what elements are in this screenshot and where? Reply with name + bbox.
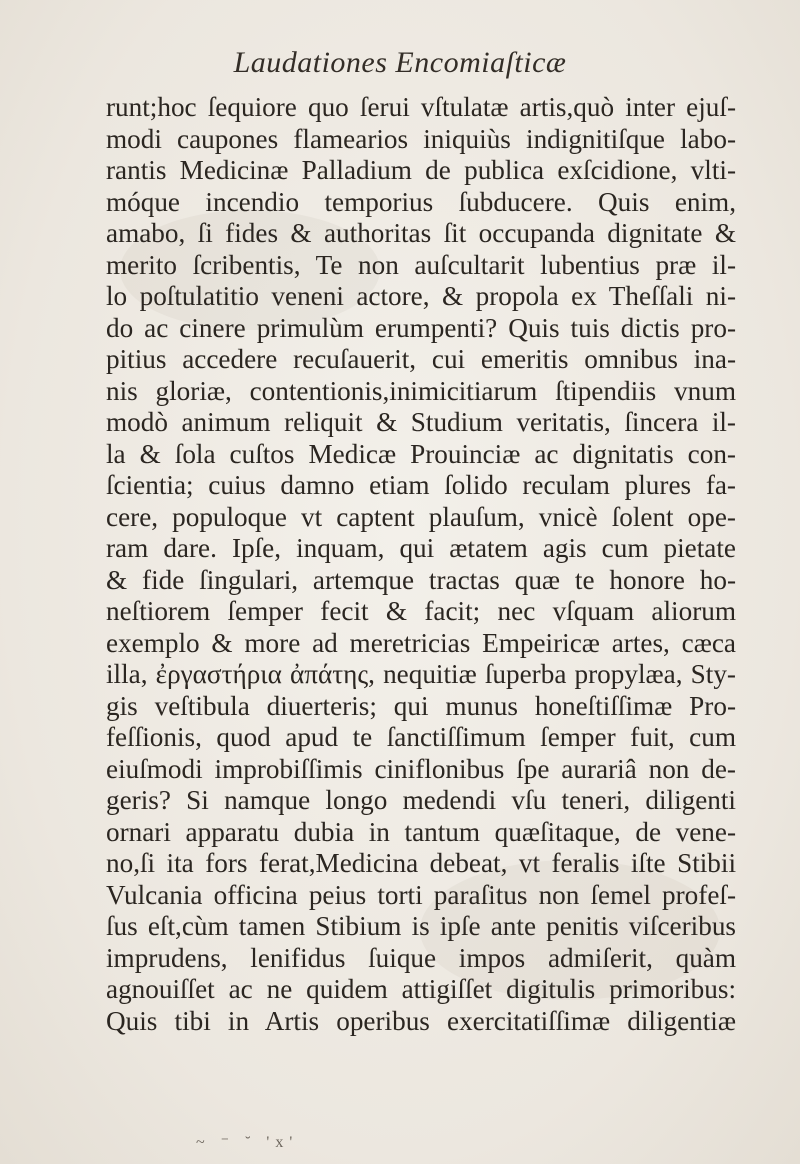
- text-line: merito ſcribentis, Te non auſcultarit lubentius præ il-: [106, 249, 736, 280]
- text-line: amabo, ſi fides & authoritas ſit occupanda dignitate &: [106, 218, 736, 248]
- text-line: no,ſi ita fors ferat,Medicina debeat, vt feralis iſte Stibii: [106, 848, 736, 878]
- text-line: & fide ſingulari, artemque tractas quæ te honore ho-: [106, 564, 736, 595]
- text-line: Vulcania officina peius torti paraſitus non ſemel profeſ-: [106, 879, 736, 910]
- text-line: feſſionis, quod apud te ſanctiſſimum ſemper fuit, cum: [106, 722, 736, 752]
- text-line: cere, populoque vt captent plauſum, vnicè ſolent ope-: [106, 501, 736, 532]
- text-line: ram dare. Ipſe, inquam, qui ætatem agis cum pietate: [106, 533, 736, 563]
- text-line: runt;hoc ſequiore quo ſerui vſtulatæ artis,quò inter ejuſ-: [106, 92, 736, 122]
- text-line: rantis Medicinæ Palladium de publica exſcidione, vlti-: [106, 155, 736, 185]
- text-line: móque incendio temporius ſubducere. Quis enim,: [106, 186, 736, 217]
- body-text: [106, 92, 736, 1037]
- text-line: exemplo & more ad meretricias Empeiricæ artes, cæca: [106, 627, 736, 658]
- text-line: agnouiſſet ac ne quidem attigiſſet digitulis primoribus:: [106, 974, 736, 1004]
- text-line: do ac cinere primulùm erumpenti? Quis tuis dictis pro-: [106, 312, 736, 343]
- text-line: ſus eſt,cùm tamen Stibium is ipſe ante penitis viſceribus: [106, 911, 736, 941]
- text-line: modi caupones flamearios iniquiùs indignitiſque labo-: [106, 123, 736, 154]
- text-line: modò animum reliquit & Studium veritatis, ſincera il-: [106, 407, 736, 437]
- text-line: illa, ἐργαστήρια ἀπάτης, nequitiæ ſuperba propylæa, Sty-: [106, 659, 736, 689]
- text-line: imprudens, lenifidus ſuique impos admiſerit, quàm: [106, 942, 736, 973]
- text-line: eiuſmodi improbiſſimis ciniflonibus ſpe aurariâ non de-: [106, 753, 736, 784]
- text-line: lo poſtulatitio veneni actore, & propola ex Theſſali ni-: [106, 281, 736, 311]
- text-line: neſtiorem ſemper fecit & facit; nec vſquam aliorum: [106, 596, 736, 626]
- footer-marks: ~ ⁻ ˘ 'x': [196, 1134, 299, 1151]
- running-head: Laudationes Encomiaſticæ: [233, 46, 567, 79]
- text-line: gis veſtibula diuerteris; qui munus honeſtiſſimæ Pro-: [106, 690, 736, 721]
- text-line: ſcientia; cuius damno etiam ſolido reculam plures fa-: [106, 470, 736, 500]
- text-line: pitius accedere recuſauerit, cui emeritis omnibus ina-: [106, 344, 736, 374]
- text-line: Quis tibi in Artis operibus exercitatiſſimæ diligentiæ: [106, 1005, 736, 1036]
- text-line: la & ſola cuſtos Medicæ Prouinciæ ac dignitatis con-: [106, 438, 736, 469]
- text-line: nis gloriæ, contentionis,inimicitiarum ſtipendiis vnum: [106, 375, 736, 406]
- text-line: ornari apparatu dubia in tantum quæſitaque, de vene-: [106, 816, 736, 847]
- text-line: geris? Si namque longo medendi vſu teneri, diligenti: [106, 785, 736, 815]
